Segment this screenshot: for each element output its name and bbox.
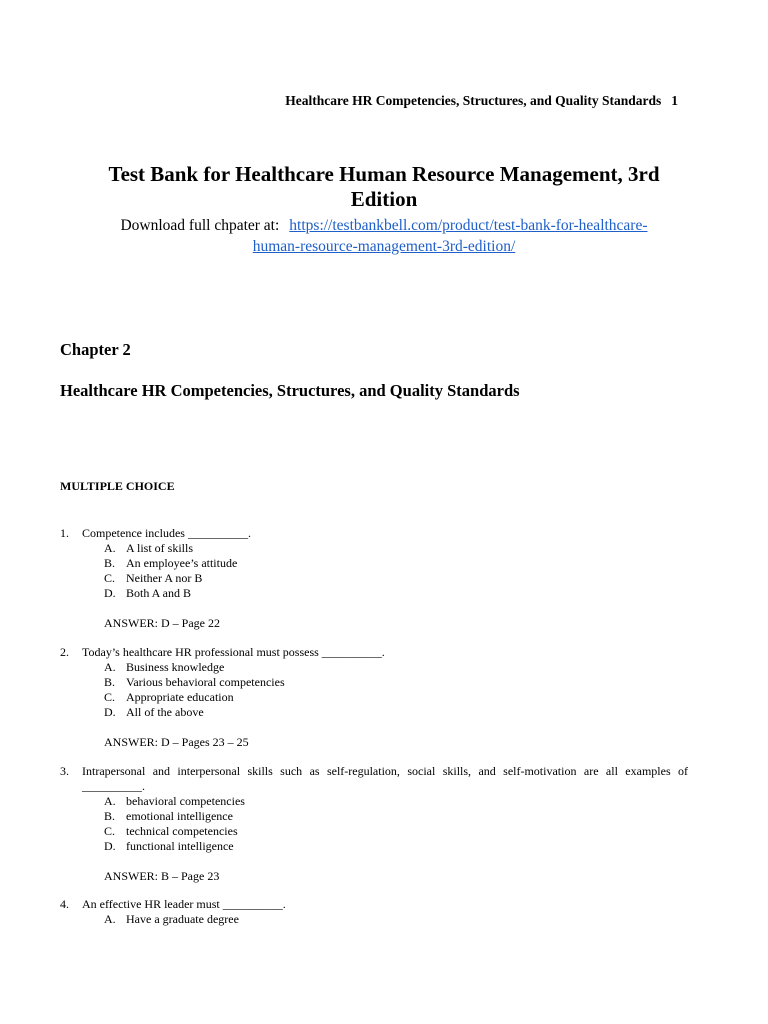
answer-option (60, 690, 688, 705)
answer-key: ANSWER: D – Pages 23 – 25 (104, 735, 249, 749)
option-text: emotional intelligence (126, 809, 233, 823)
option-letter: A. (104, 794, 116, 808)
option-letter: C. (104, 690, 116, 704)
chapter-number: Chapter 2 (60, 340, 131, 359)
question-text: An effective HR leader must __________. (82, 897, 286, 911)
question-text-continuation: __________. (82, 779, 145, 793)
option-letter: A. (104, 660, 116, 674)
option-letter: B. (104, 556, 116, 570)
answer-option (60, 839, 688, 854)
option-letter: A. (104, 912, 116, 926)
question-text: Intrapersonal and interpersonal skills such as self-regulation, social skills, and self-motivation are all examples of (82, 764, 688, 778)
option-text: An employee’s attitude (126, 556, 238, 570)
question-2 (60, 645, 688, 750)
download-link-line-2[interactable]: human-resource-management-3rd-edition/ (252, 238, 516, 255)
option-letter: D. (104, 839, 116, 853)
answer-option (60, 824, 688, 839)
page-number: 1 (671, 93, 678, 108)
answer-key: ANSWER: D – Page 22 (104, 616, 220, 630)
chapter-title: Healthcare HR Competencies, Structures, and Quality Standards (60, 381, 520, 400)
download-notice (60, 215, 708, 257)
document-title-line-2: Edition (350, 187, 418, 211)
running-header-title: Healthcare HR Competencies, Structures, and Quality Standards (285, 93, 662, 108)
option-text: behavioral competencies (126, 794, 245, 808)
option-letter: D. (104, 586, 116, 600)
document-title (60, 162, 708, 212)
answer-option (60, 705, 688, 720)
option-letter: C. (104, 824, 116, 838)
question-4 (60, 897, 688, 927)
option-text: Have a graduate degree (126, 912, 239, 926)
option-text: Various behavioral competencies (126, 675, 285, 689)
question-text: Today’s healthcare HR professional must possess __________. (82, 645, 385, 659)
option-letter: A. (104, 541, 116, 555)
question-text: Competence includes __________. (82, 526, 251, 540)
option-letter: B. (104, 809, 116, 823)
answer-option (60, 912, 688, 927)
question-number: 4. (60, 897, 69, 911)
answer-option (60, 809, 688, 824)
answer-option (60, 794, 688, 809)
option-letter: B. (104, 675, 116, 689)
option-letter: C. (104, 571, 116, 585)
question-3 (60, 764, 688, 884)
option-text: technical competencies (126, 824, 238, 838)
running-header (285, 93, 678, 109)
option-text: Neither A nor B (126, 571, 203, 585)
option-text: Business knowledge (126, 660, 225, 674)
answer-option (60, 541, 688, 556)
question-1 (60, 526, 688, 631)
section-heading: MULTIPLE CHOICE (60, 479, 175, 493)
download-link-line-1[interactable]: https://testbankbell.com/product/test-bank-for-healthcare- (289, 217, 648, 234)
option-letter: D. (104, 705, 116, 719)
question-number: 2. (60, 645, 69, 659)
option-text: A list of skills (126, 541, 194, 555)
answer-key: ANSWER: B – Page 23 (104, 869, 220, 883)
option-text: All of the above (126, 705, 204, 719)
answer-option (60, 586, 688, 601)
answer-option (60, 571, 688, 586)
option-text: Both A and B (126, 586, 192, 600)
document-title-line-1: Test Bank for Healthcare Human Resource Management, 3rd (108, 162, 660, 186)
answer-option (60, 675, 688, 690)
option-text: functional intelligence (126, 839, 234, 853)
answer-option (60, 660, 688, 675)
answer-option (60, 556, 688, 571)
question-number: 1. (60, 526, 69, 540)
download-label: Download full chpater at: (120, 217, 280, 234)
option-text: Appropriate education (126, 690, 234, 704)
question-number: 3. (60, 764, 69, 778)
